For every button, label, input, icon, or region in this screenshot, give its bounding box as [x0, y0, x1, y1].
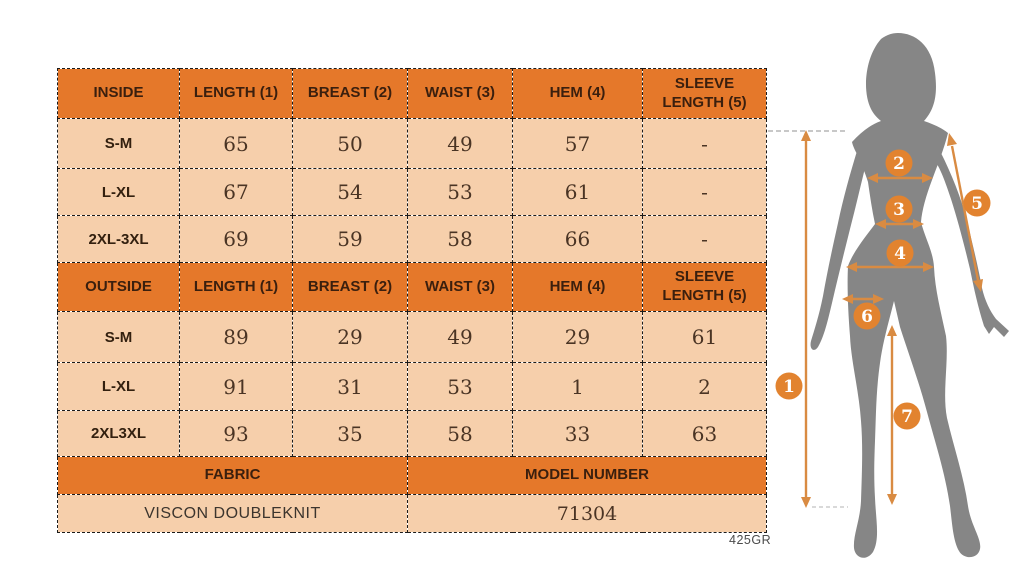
value-cell: 33: [513, 411, 643, 457]
value-cell: 67: [180, 169, 293, 216]
column-header-hem: HEM (4): [513, 263, 643, 312]
value-cell: 57: [513, 119, 643, 169]
column-header-hem: HEM (4): [513, 69, 643, 119]
column-header-length: LENGTH (1): [180, 69, 293, 119]
arrowhead: [887, 325, 897, 336]
value-cell: 2: [643, 363, 767, 411]
column-header-waist: WAIST (3): [408, 263, 513, 312]
table-row: [58, 119, 767, 169]
column-header-breast: BREAST (2): [293, 263, 408, 312]
value-cell: -: [643, 119, 767, 169]
fabric-header: FABRIC: [58, 457, 408, 495]
value-cell: 31: [293, 363, 408, 411]
inside-header-row: [58, 69, 767, 119]
svg-text:4: 4: [894, 244, 906, 264]
table-row: [58, 411, 767, 457]
size-label: L-XL: [58, 363, 180, 411]
value-cell: 69: [180, 216, 293, 263]
badge-7: [894, 403, 921, 430]
woman-silhouette: [811, 33, 1009, 558]
value-cell: 58: [408, 216, 513, 263]
section-header-outside: OUTSIDE: [58, 263, 180, 312]
column-header-sleeve-length: SLEEVE LENGTH (5): [643, 69, 767, 119]
column-header-waist: WAIST (3): [408, 69, 513, 119]
badge-6: [854, 303, 881, 330]
value-cell: 63: [643, 411, 767, 457]
model-number-header: MODEL NUMBER: [408, 457, 767, 495]
badge-4: [887, 240, 914, 267]
value-cell: 91: [180, 363, 293, 411]
table-row: [58, 363, 767, 411]
value-cell: 59: [293, 216, 408, 263]
section-header-inside: INSIDE: [58, 69, 180, 119]
size-label: 2XL3XL: [58, 411, 180, 457]
arrowhead: [801, 497, 811, 508]
value-cell: 89: [180, 312, 293, 363]
fabric-model-value-row: [58, 495, 767, 533]
value-cell: 53: [408, 169, 513, 216]
svg-text:6: 6: [861, 307, 873, 327]
badge-2: [886, 150, 913, 177]
value-cell: 29: [513, 312, 643, 363]
table-row: [58, 169, 767, 216]
size-label: L-XL: [58, 169, 180, 216]
svg-text:1: 1: [783, 377, 795, 397]
value-cell: 29: [293, 312, 408, 363]
column-header-sleeve-length: SLEEVE LENGTH (5): [643, 263, 767, 312]
silhouette-body: [848, 33, 981, 558]
table-row: [58, 312, 767, 363]
value-cell: 65: [180, 119, 293, 169]
svg-text:3: 3: [893, 200, 905, 220]
value-cell: 93: [180, 411, 293, 457]
size-label: S-M: [58, 119, 180, 169]
footnote-code: 425GR: [729, 533, 772, 547]
column-header-breast: BREAST (2): [293, 69, 408, 119]
arrowhead: [947, 133, 957, 146]
value-cell: 1: [513, 363, 643, 411]
value-cell: 35: [293, 411, 408, 457]
svg-text:5: 5: [971, 194, 983, 214]
value-cell: 66: [513, 216, 643, 263]
value-cell: 61: [513, 169, 643, 216]
size-chart-table: [57, 68, 767, 533]
column-header-length: LENGTH (1): [180, 263, 293, 312]
measurement-figure: [768, 0, 1024, 577]
value-cell: 58: [408, 411, 513, 457]
fabric-value: VISCON DOUBLEKNIT: [58, 495, 408, 533]
value-cell: -: [643, 169, 767, 216]
outside-header-row: [58, 263, 767, 312]
value-cell: 50: [293, 119, 408, 169]
value-cell: 61: [643, 312, 767, 363]
badge-3: [886, 196, 913, 223]
svg-text:7: 7: [901, 407, 913, 427]
value-cell: 49: [408, 119, 513, 169]
size-label: S-M: [58, 312, 180, 363]
arrowhead: [842, 294, 853, 304]
model-number-value: 71304: [408, 495, 767, 533]
size-label: 2XL-3XL: [58, 216, 180, 263]
fabric-model-header-row: [58, 457, 767, 495]
badge-1: [776, 373, 803, 400]
value-cell: -: [643, 216, 767, 263]
badge-5: [964, 190, 991, 217]
svg-text:2: 2: [893, 154, 905, 174]
value-cell: 49: [408, 312, 513, 363]
value-cell: 53: [408, 363, 513, 411]
table-row: [58, 216, 767, 263]
value-cell: 54: [293, 169, 408, 216]
arrowhead: [887, 494, 897, 505]
